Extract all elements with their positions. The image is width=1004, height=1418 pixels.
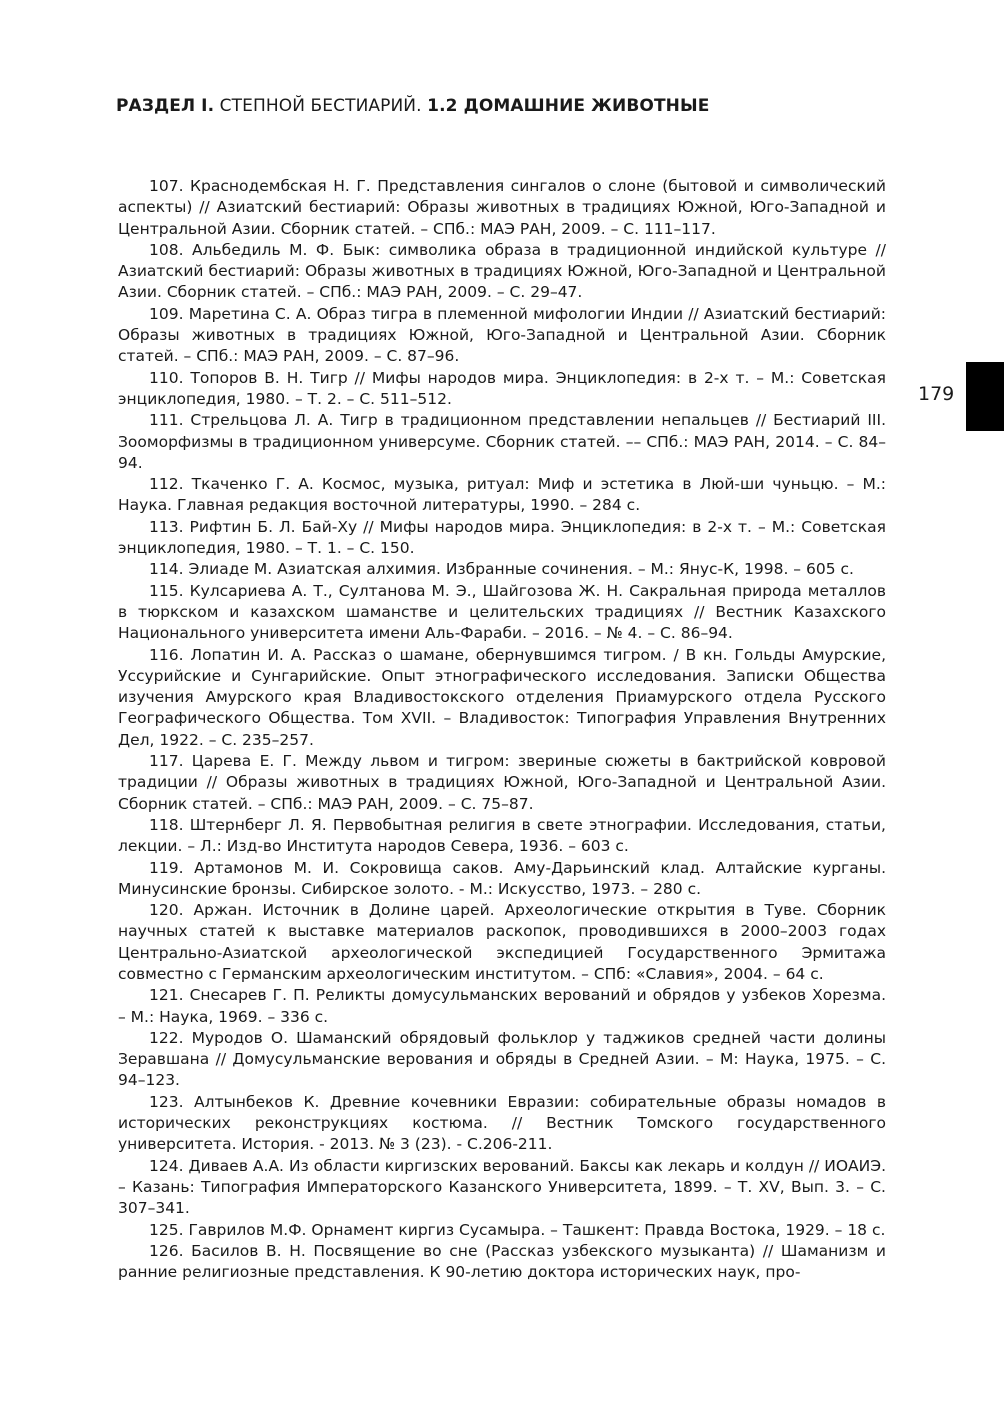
reference-item: 109. Маретина С. А. Образ тигра в племенной мифологии Индии // Азиатский бестиарий: Образы животных в традициях Южной, Юго-Западной и Центральной Азии. Сборник статей. – СПб.: МАЭ РАН, 2009. – С. 87–96. <box>118 304 886 366</box>
reference-item: 125. Гаврилов М.Ф. Орнамент киргиз Сусамыра. – Ташкент: Правда Востока, 1929. – 18 с. <box>149 1220 886 1239</box>
section-label: РАЗДЕЛ I. <box>116 96 215 116</box>
subsection-title: 1.2 ДОМАШНИЕ ЖИВОТНЫЕ <box>427 96 710 116</box>
reference-item: 126. Басилов В. Н. Посвящение во сне (Рассказ узбекского музыканта) // Шаманизм и ранние религиозные представления. К 90-летию доктора исторических наук, про- <box>118 1241 886 1282</box>
reference-item: 110. Топоров В. Н. Тигр // Мифы народов мира. Энциклопедия: в 2-х т. – М.: Советская энциклопедия, 1980. – Т. 2. – С. 511–512. <box>118 368 886 408</box>
reference-item: 119. Артамонов М. И. Сокровища саков. Аму-Дарьинский клад. Алтайские курганы. Минусинские бронзы. Сибирское золото. - М.: Искусство, 1973. – 280 с. <box>118 858 886 898</box>
reference-item: 115. Кулсариева А. Т., Султанова М. Э., Шайгозова Ж. Н. Сакральная природа металлов в тюркском и казахском шаманстве и целительских традициях // Вестник Казахского Национального университета имени Аль-Фараби. – 2016. – № 4. – С. 86–94. <box>118 581 886 643</box>
reference-item: 108. Альбедиль М. Ф. Бык: символика образа в традиционной индийской культуре // Азиатский бестиарий: Образы животных в традициях Южной, Юго-Западной и Центральной Азии. Сборник статей. – СПб.: МАЭ РАН, 2009. – С. 29–47. <box>118 240 886 302</box>
reference-item: 113. Рифтин Б. Л. Бай-Ху // Мифы народов мира. Энциклопедия: в 2-х т. – М.: Советская энциклопедия, 1980. – Т. 1. – С. 150. <box>118 517 886 558</box>
reference-item: 124. Диваев А.А. Из области киргизских верований. Баксы как лекарь и колдун // ИОАИЭ. – Казань: Типография Императорского Казанского Университета, 1899. – Т. XV, Вып. 3. – С. 307–341. <box>118 1156 886 1218</box>
reference-item: 118. Штернберг Л. Я. Первобытная религия в свете этнографии. Исследования, статьи, лекции. – Л.: Изд-во Института народов Севера, 1936. – 603 с. <box>118 815 886 856</box>
reference-item: 111. Стрельцова Л. А. Тигр в традиционном представлении непальцев // Бестиарий III. Зооморфизмы в традиционном универсуме. Сборник статей. –– СПб.: МАЭ РАН, 2014. – С. 84–94. <box>118 411 886 472</box>
reference-item: 117. Царева Е. Г. Между львом и тигром: звериные сюжеты в бактрийской ковровой традиции // Образы животных в традициях Южной, Юго-Западной и Центральной Азии. Сборник статей. – СПб.: МАЭ РАН, 2009. – С. 75–87. <box>118 752 886 813</box>
reference-item: 114. Элиаде М. Азиатская алхимия. Избранные сочинения. – М.: Янус-К, 1998. – 605 с. <box>149 560 854 579</box>
running-header <box>116 96 709 116</box>
reference-item: 116. Лопатин И. А. Рассказ о шамане, обернувшимся тигром. / В кн. Гольды Амурские, Уссурийские и Сунгарийские. Опыт этнографического исследования. Записки Общества изучения Амурского края Владивостокского отделения Приамурского отдела Русского Географического Общества. Том XVII. – Владивосток: Типография Управления Внутренних Дел, 1922. – С. 235–257. <box>118 645 886 749</box>
page-number: 179 <box>918 383 955 405</box>
reference-item: 112. Ткаченко Г. А. Космос, музыка, ритуал: Миф и эстетика в Люй-ши чуньцю. – М.: Наука. Главная редакция восточной литературы, 1990. – 284 с. <box>118 475 886 515</box>
reference-item: 107. Краснодембская Н. Г. Представления сингалов о слоне (бытовой и символический аспекты) // Азиатский бестиарий: Образы животных в традициях Южной, Юго-Западной и Центральной Азии. Сборник статей. – СПб.: МАЭ РАН, 2009. – С. 111–117. <box>118 177 886 238</box>
section-title: СТЕПНОЙ БЕСТИАРИЙ. <box>214 96 428 116</box>
chapter-thumb-tab <box>966 362 1004 431</box>
reference-item: 120. Аржан. Источник в Долине царей. Археологические открытия в Туве. Сборник научных статей к выставке материалов раскопок, проводившихся в 2000–2003 годах Центрально-Азиатской археологической экспедицией Государственного Эрмитажа совместно с Германским археологическим институтом. – СПб: «Славия», 2004. – 64 с. <box>118 901 886 983</box>
reference-list <box>118 176 886 1283</box>
reference-item: 122. Муродов О. Шаманский обрядовый фольклор у таджиков средней части долины Зеравшана // Домусульманские верования и обряды в Средней Азии. – М: Наука, 1975. – С. 94–123. <box>118 1028 886 1090</box>
reference-item: 123. Алтынбеков К. Древние кочевники Евразии: собирательные образы номадов в исторических реконструкциях костюма. // Вестник Томского государственного университета. История. - 2013. № 3 (23). - С.206-211. <box>118 1092 886 1154</box>
reference-item: 121. Снесарев Г. П. Реликты домусульманских верований и обрядов у узбеков Хорезма. – М.: Наука, 1969. – 336 с. <box>118 986 886 1026</box>
